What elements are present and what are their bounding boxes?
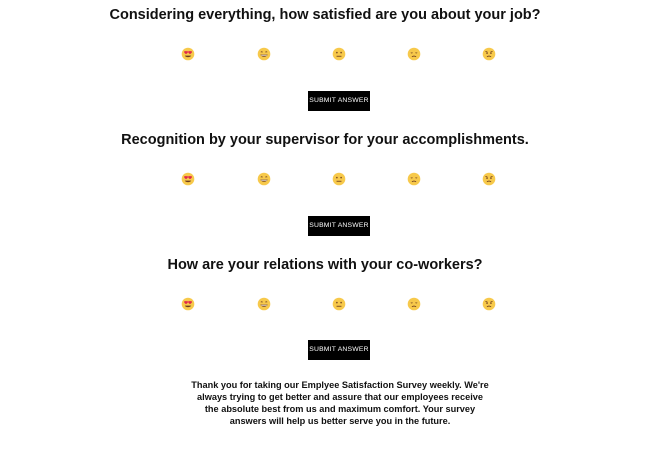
question-3-submit-button[interactable]: SUBMIT ANSWER xyxy=(308,340,370,360)
question-2-title: Recognition by your supervisor for your accomplishments. xyxy=(121,132,529,148)
question-3-rating-row xyxy=(0,297,650,315)
heart-eyes-icon[interactable] xyxy=(181,47,195,61)
neutral-face-icon[interactable] xyxy=(332,172,346,186)
angry-face-icon[interactable] xyxy=(482,297,496,311)
disappointed-face-icon[interactable] xyxy=(407,297,421,311)
angry-face-icon[interactable] xyxy=(482,47,496,61)
disappointed-face-icon[interactable] xyxy=(407,172,421,186)
heart-eyes-icon[interactable] xyxy=(181,297,195,311)
question-2-submit-button[interactable]: SUBMIT ANSWER xyxy=(308,216,370,236)
question-3-title: How are your relations with your co-workers? xyxy=(167,257,483,273)
grinning-face-icon[interactable] xyxy=(257,172,271,186)
heart-eyes-icon[interactable] xyxy=(181,172,195,186)
grinning-face-icon[interactable] xyxy=(257,47,271,61)
grinning-face-icon[interactable] xyxy=(257,297,271,311)
angry-face-icon[interactable] xyxy=(482,172,496,186)
neutral-face-icon[interactable] xyxy=(332,47,346,61)
disappointed-face-icon[interactable] xyxy=(407,47,421,61)
question-2-rating-row xyxy=(0,172,650,190)
question-1-submit-button[interactable]: SUBMIT ANSWER xyxy=(308,91,370,111)
question-1-title: Considering everything, how satisfied are you about your job? xyxy=(109,7,541,23)
neutral-face-icon[interactable] xyxy=(332,297,346,311)
thank-you-message: Thank you for taking our Emplyee Satisfaction Survey weekly. We're always trying to get better and assure that our employees receive the absolute best from us and maximum comfort. Your survey answers will help us better serve you in the future. xyxy=(191,380,489,426)
question-1-rating-row xyxy=(0,47,650,65)
